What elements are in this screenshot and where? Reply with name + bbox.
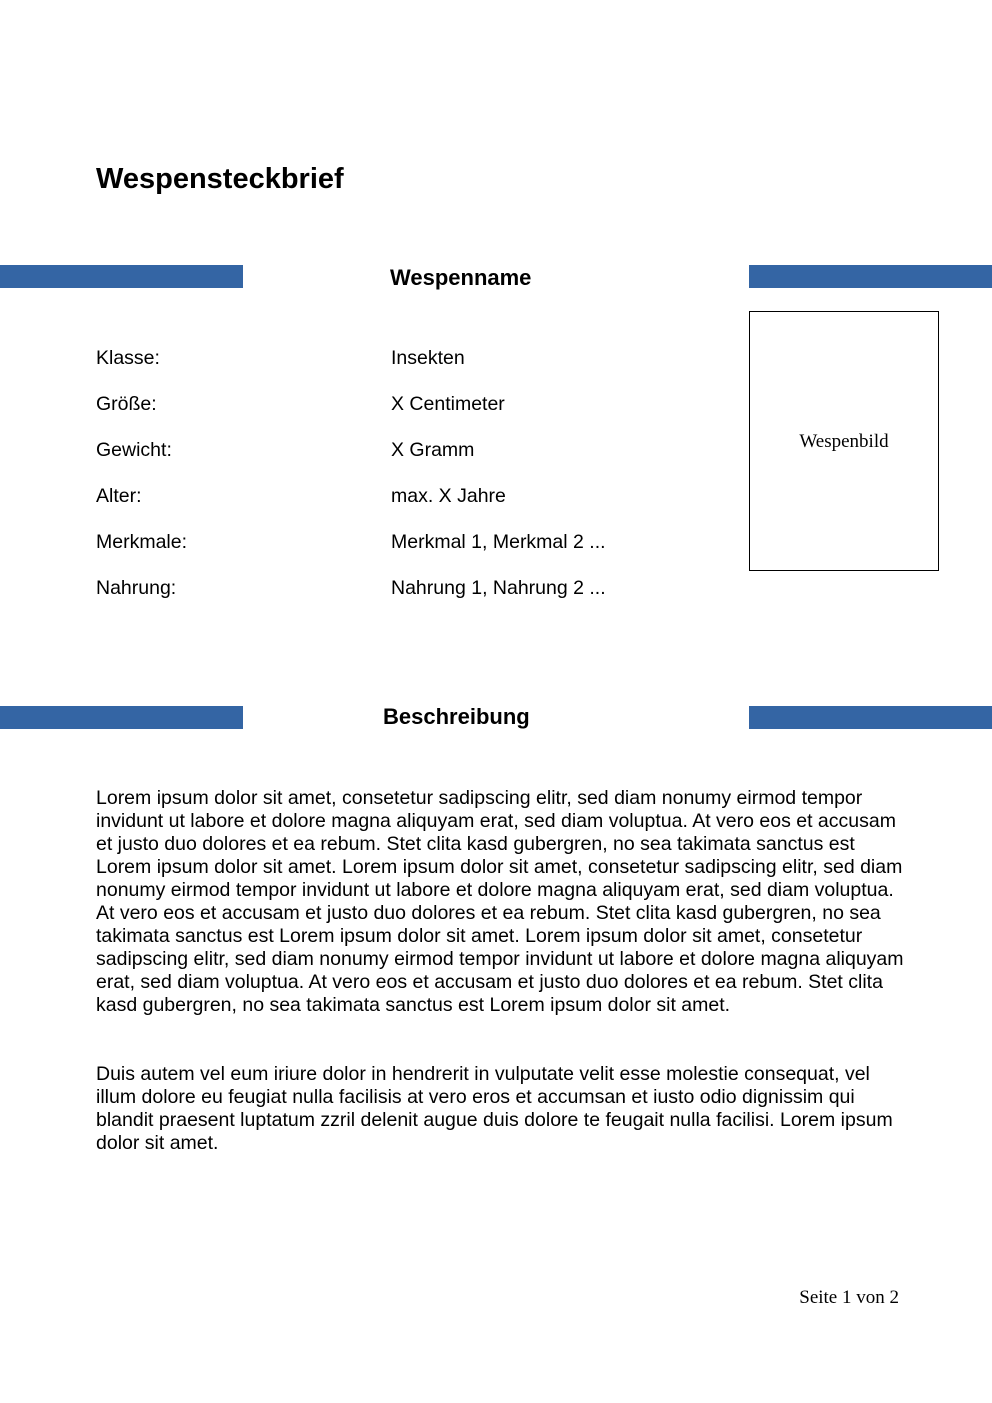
page-number: Seite 1 von 2 <box>799 1287 899 1308</box>
fact-value: Insekten <box>391 347 465 369</box>
fact-value: Nahrung 1, Nahrung 2 ... <box>391 577 606 599</box>
fact-label: Größe: <box>96 393 157 415</box>
fact-label: Alter: <box>96 485 142 507</box>
description-paragraph: Duis autem vel eum iriure dolor in hendrerit in vulputate velit esse molestie consequat, vel illum dolore eu feugiat nulla facilisis at vero eros et accumsan et iusto odio dignissim qui blandit praesent luptatum zzril delenit augue duis dolore te feugait nulla facilisi. Lorem ipsum dolor sit amet. <box>96 1063 893 1154</box>
section-divider-bar-right <box>749 706 992 729</box>
fact-value: X Centimeter <box>391 393 505 415</box>
section-divider-bar-left <box>0 706 243 729</box>
description-heading: Beschreibung <box>383 704 530 729</box>
fact-value: Merkmal 1, Merkmal 2 ... <box>391 531 606 553</box>
fact-row-alter <box>96 483 656 509</box>
fact-label: Nahrung: <box>96 577 177 599</box>
description-paragraph: Lorem ipsum dolor sit amet, consetetur sadipscing elitr, sed diam nonumy eirmod tempor invidunt ut labore et dolore magna aliquyam erat, sed diam voluptua. At vero eos et accusam et justo duo dolores et ea rebum. Stet clita kasd gubergren, no sea takimata sanctus est Lorem ipsum dolor sit amet. Lorem ipsum dolor sit amet, consetetur sadipscing elitr, sed diam nonumy eirmod tempor invidunt ut labore et dolore magna aliquyam erat, sed diam voluptua. At vero eos et accusam et justo duo dolores et ea rebum. Stet clita kasd gubergren, no sea takimata sanctus est Lorem ipsum dolor sit amet. Lorem ipsum dolor sit amet, consetetur sadipscing elitr, sed diam nonumy eirmod tempor invidunt ut labore et dolore magna aliquyam erat, sed diam voluptua. At vero eos et accusam et justo duo dolores et ea rebum. Stet clita kasd gubergren, no sea takimata sanctus est Lorem ipsum dolor sit amet. <box>96 787 904 1016</box>
section-divider-bar-left <box>0 265 243 288</box>
fact-row-merkmale <box>96 529 656 555</box>
fact-label: Klasse: <box>96 347 160 369</box>
image-placeholder-caption: Wespenbild <box>799 431 889 452</box>
fact-label: Merkmale: <box>96 531 188 553</box>
fact-row-nahrung <box>96 575 656 601</box>
fact-value: max. X Jahre <box>391 485 506 507</box>
fact-row-klasse <box>96 345 656 371</box>
page-title: Wespensteckbrief <box>96 163 344 195</box>
fact-label: Gewicht: <box>96 439 172 461</box>
fact-value: X Gramm <box>391 439 475 461</box>
wasp-image-placeholder <box>749 311 939 571</box>
fact-row-groesse <box>96 391 656 417</box>
profile-heading: Wespenname <box>390 265 532 290</box>
section-divider-bar-right <box>749 265 992 288</box>
fact-row-gewicht <box>96 437 656 463</box>
